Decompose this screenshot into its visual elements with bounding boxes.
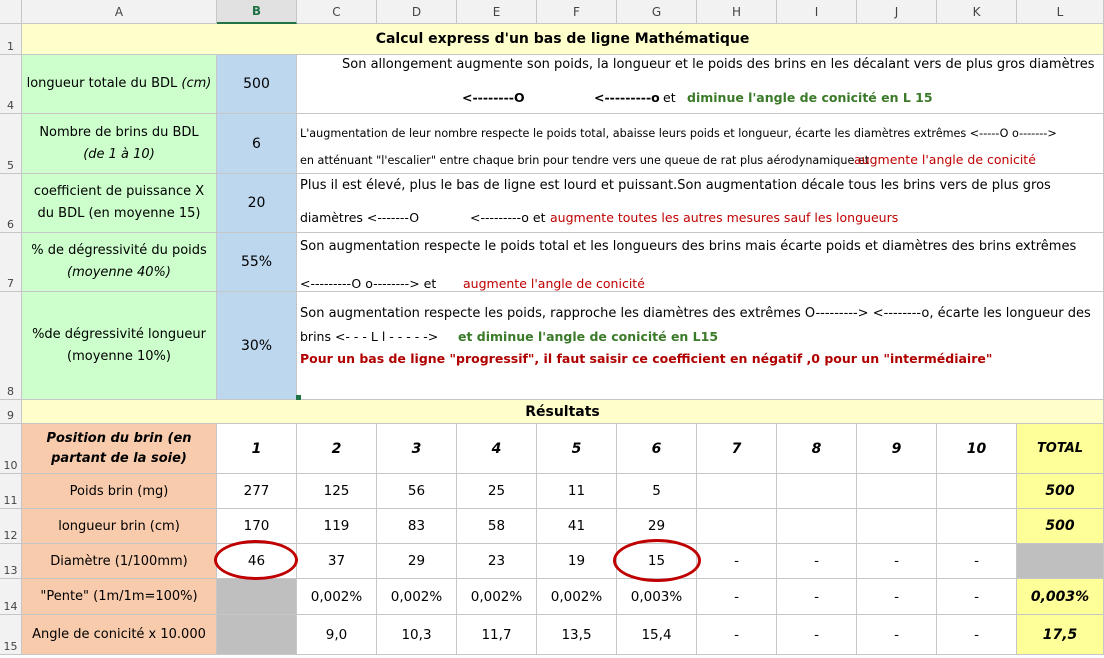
total-longueur[interactable]: 500 <box>1017 509 1104 544</box>
cell-diametre-9[interactable]: - <box>857 544 937 579</box>
param-label-text: longueur totale du BDL <box>26 76 178 91</box>
param-value-coefficient-puissance[interactable]: 20 <box>217 174 297 233</box>
cell-angle-4[interactable]: 11,7 <box>457 615 537 655</box>
cell-longueur-2[interactable]: 119 <box>297 509 377 544</box>
cell-diametre-8[interactable]: - <box>777 544 857 579</box>
position-header-1[interactable]: 1 <box>217 424 297 474</box>
row-header-15[interactable]: 15 <box>0 615 22 655</box>
param-label-text: Nombre de brins du BDL <box>39 124 199 140</box>
row-header-12[interactable]: 12 <box>0 509 22 544</box>
param-label-text-2: du BDL (en moyenne 15) <box>37 206 201 221</box>
row-header-14[interactable]: 14 <box>0 579 22 615</box>
cell-diametre-3[interactable]: 29 <box>377 544 457 579</box>
row-header-8[interactable]: 8 <box>0 292 22 400</box>
column-header-i[interactable]: I <box>777 0 857 24</box>
param-value-degressivite-poids[interactable]: 55% <box>217 233 297 292</box>
row-label-pente[interactable]: "Pente" (1m/1m=100%) <box>22 579 217 615</box>
cell-poids-9[interactable] <box>857 474 937 509</box>
cell-poids-4[interactable]: 25 <box>457 474 537 509</box>
cell-diametre-10[interactable]: - <box>937 544 1017 579</box>
arrow-left-big: <--------O <box>462 90 525 105</box>
total-diametre[interactable] <box>1017 544 1104 579</box>
cell-poids-1[interactable]: 277 <box>217 474 297 509</box>
cell-diametre-7[interactable]: - <box>697 544 777 579</box>
cell-longueur-7[interactable] <box>697 509 777 544</box>
param-value-degressivite-longueur[interactable]: 30% <box>217 292 297 400</box>
cell-poids-8[interactable] <box>777 474 857 509</box>
param-label-text: %de dégressivité longueur <box>32 326 206 342</box>
desc-line-2: diamètres <-------O <box>300 210 420 225</box>
param-desc-coefficient-puissance[interactable] <box>297 174 1104 233</box>
param-value-longueur-totale[interactable]: 500 <box>217 55 297 114</box>
column-header-j[interactable]: J <box>857 0 937 24</box>
param-desc-nombre-brins[interactable] <box>297 114 1104 174</box>
desc-line: Son augmentation respecte le poids total et les longueurs des brins mais écarte poids et diamètres des brins extrêmes <box>300 239 1077 254</box>
row-label-diametre[interactable]: Diamètre (1/100mm) <box>22 544 217 579</box>
position-header-9[interactable]: 9 <box>857 424 937 474</box>
cell-pente-4[interactable]: 0,002% <box>457 579 537 615</box>
desc-effect: augmente l'angle de conicité <box>463 276 645 291</box>
position-header[interactable]: Position du brin (en partant de la soie) <box>22 424 217 474</box>
column-header-a[interactable]: A <box>22 0 217 24</box>
param-label-hint: (moyenne 10%) <box>67 348 171 364</box>
desc-arrow: <---------o et <box>470 210 546 225</box>
column-header-d[interactable]: D <box>377 0 457 24</box>
row-header-6[interactable]: 6 <box>0 174 22 233</box>
param-label-degressivite-longueur[interactable] <box>22 292 217 400</box>
desc-note: Pour un bas de ligne "progressif", il faut saisir ce coefficient en négatif ,0 pour un "intermédiaire" <box>300 351 993 366</box>
desc-effect: augmente toutes les autres mesures sauf les longueurs <box>550 210 899 225</box>
column-header-h[interactable]: H <box>697 0 777 24</box>
position-header-5[interactable]: 5 <box>537 424 617 474</box>
desc-line-2: <---------O o--------> et <box>300 276 437 291</box>
param-label-degressivite-poids[interactable] <box>22 233 217 292</box>
cell-pente-1[interactable] <box>217 579 297 615</box>
cell-diametre-1[interactable]: 46 <box>217 544 297 579</box>
position-header-2[interactable]: 2 <box>297 424 377 474</box>
cell-pente-8[interactable]: - <box>777 579 857 615</box>
cell-poids-7[interactable] <box>697 474 777 509</box>
cell-pente-6[interactable]: 0,003% <box>617 579 697 615</box>
cell-diametre-6[interactable]: 15 <box>617 544 697 579</box>
cell-angle-7[interactable]: - <box>697 615 777 655</box>
cell-poids-6[interactable]: 5 <box>617 474 697 509</box>
param-value-nombre-brins[interactable]: 6 <box>217 114 297 174</box>
param-label-text: % de dégressivité du poids <box>31 243 207 258</box>
cell-angle-2[interactable]: 9,0 <box>297 615 377 655</box>
cell-diametre-5[interactable]: 19 <box>537 544 617 579</box>
total-angle[interactable]: 17,5 <box>1017 615 1104 655</box>
desc-effect: diminue l'angle de conicité en L 15 <box>687 90 933 105</box>
desc-connector: et <box>663 90 676 105</box>
row-header-9[interactable]: 9 <box>0 400 22 424</box>
cell-longueur-6[interactable]: 29 <box>617 509 697 544</box>
row-label-poids[interactable]: Poids brin (mg) <box>22 474 217 509</box>
cell-angle-3[interactable]: 10,3 <box>377 615 457 655</box>
cell-angle-1[interactable] <box>217 615 297 655</box>
cell-longueur-5[interactable]: 41 <box>537 509 617 544</box>
cell-angle-8[interactable]: - <box>777 615 857 655</box>
desc-line-2: en atténuant "l'escalier" entre chaque brin pour tendre vers une queue de rat plus aérodynamique et <box>300 154 870 167</box>
column-header-e[interactable]: E <box>457 0 537 24</box>
sheet-title[interactable]: Calcul express d'un bas de ligne Mathématique <box>22 24 1104 55</box>
cell-poids-10[interactable] <box>937 474 1017 509</box>
desc-effect: et diminue l'angle de conicité en L15 <box>458 329 719 344</box>
desc-line-2: brins <- - - L l - - - - -> <box>300 329 439 344</box>
column-header-c[interactable]: C <box>297 0 377 24</box>
cell-poids-5[interactable]: 11 <box>537 474 617 509</box>
row-header-13[interactable]: 13 <box>0 544 22 579</box>
cell-longueur-4[interactable]: 58 <box>457 509 537 544</box>
total-header[interactable]: TOTAL <box>1017 424 1104 474</box>
position-header-7[interactable]: 7 <box>697 424 777 474</box>
total-poids[interactable]: 500 <box>1017 474 1104 509</box>
param-desc-degressivite-poids[interactable] <box>297 233 1104 292</box>
position-header-3[interactable]: 3 <box>377 424 457 474</box>
cell-angle-10[interactable]: - <box>937 615 1017 655</box>
cell-pente-10[interactable]: - <box>937 579 1017 615</box>
param-label-text: coefficient de puissance X <box>33 184 205 199</box>
row-header-5[interactable]: 5 <box>0 114 22 174</box>
cell-pente-7[interactable]: - <box>697 579 777 615</box>
row-header-10[interactable]: 10 <box>0 424 22 474</box>
cell-angle-9[interactable]: - <box>857 615 937 655</box>
column-header-g[interactable]: G <box>617 0 697 24</box>
cell-angle-5[interactable]: 13,5 <box>537 615 617 655</box>
cell-diametre-2[interactable]: 37 <box>297 544 377 579</box>
cell-pente-9[interactable]: - <box>857 579 937 615</box>
cell-longueur-9[interactable] <box>857 509 937 544</box>
cell-pente-2[interactable]: 0,002% <box>297 579 377 615</box>
cell-pente-3[interactable]: 0,002% <box>377 579 457 615</box>
cell-pente-5[interactable]: 0,002% <box>537 579 617 615</box>
cell-longueur-3[interactable]: 83 <box>377 509 457 544</box>
position-header-6[interactable]: 6 <box>617 424 697 474</box>
row-header-7[interactable]: 7 <box>0 233 22 292</box>
column-header-b[interactable]: B <box>217 0 297 24</box>
results-title[interactable]: Résultats <box>22 400 1104 424</box>
column-header-l[interactable]: L <box>1017 0 1104 24</box>
param-label-nombre-brins[interactable] <box>22 114 217 174</box>
desc-line: Plus il est élevé, plus le bas de ligne est lourd et puissant.Son augmentation décale tous les brins vers de plus gros <box>300 178 1051 193</box>
cell-longueur-10[interactable] <box>937 509 1017 544</box>
param-label-longueur-totale[interactable] <box>22 55 217 114</box>
position-header-8[interactable]: 8 <box>777 424 857 474</box>
cell-poids-2[interactable]: 125 <box>297 474 377 509</box>
param-label-unit: (cm) <box>181 76 212 91</box>
cell-longueur-1[interactable]: 170 <box>217 509 297 544</box>
cell-diametre-4[interactable]: 23 <box>457 544 537 579</box>
row-header-11[interactable]: 11 <box>0 474 22 509</box>
select-all-corner[interactable] <box>0 0 22 24</box>
position-header-10[interactable]: 10 <box>937 424 1017 474</box>
total-pente[interactable]: 0,003% <box>1017 579 1104 615</box>
cell-poids-3[interactable]: 56 <box>377 474 457 509</box>
column-header-f[interactable]: F <box>537 0 617 24</box>
param-desc-longueur-totale[interactable] <box>297 55 1104 114</box>
cell-longueur-8[interactable] <box>777 509 857 544</box>
param-label-coefficient-puissance[interactable] <box>22 174 217 233</box>
row-header-1[interactable]: 1 <box>0 24 22 55</box>
selected-cell-outline <box>296 395 301 400</box>
desc-effect: augmente l'angle de conicité <box>854 152 1036 167</box>
row-header-4[interactable]: 4 <box>0 55 22 114</box>
desc-line: L'augmentation de leur nombre respecte le poids total, abaisse leurs poids et longueur, écarte les diamètres extrêmes <-----O o-------> <box>300 127 1057 140</box>
desc-line: Son allongement augmente son poids, la longueur et le poids des brins en les décalant vers de plus gros diamètres <box>342 57 1095 72</box>
arrow-left-small: <---------o <box>594 90 660 105</box>
param-label-hint: (moyenne 40%) <box>67 265 171 280</box>
param-label-range: (de 1 à 10) <box>83 146 155 162</box>
column-header-k[interactable]: K <box>937 0 1017 24</box>
row-label-angle[interactable]: Angle de conicité x 10.000 <box>22 615 217 655</box>
desc-line: Son augmentation respecte les poids, rapproche les diamètres des extrêmes O---------> <--------o, écarte les longueur des <box>300 306 1091 321</box>
position-header-4[interactable]: 4 <box>457 424 537 474</box>
cell-angle-6[interactable]: 15,4 <box>617 615 697 655</box>
row-label-longueur[interactable]: longueur brin (cm) <box>22 509 217 544</box>
param-desc-degressivite-longueur[interactable] <box>297 292 1104 400</box>
